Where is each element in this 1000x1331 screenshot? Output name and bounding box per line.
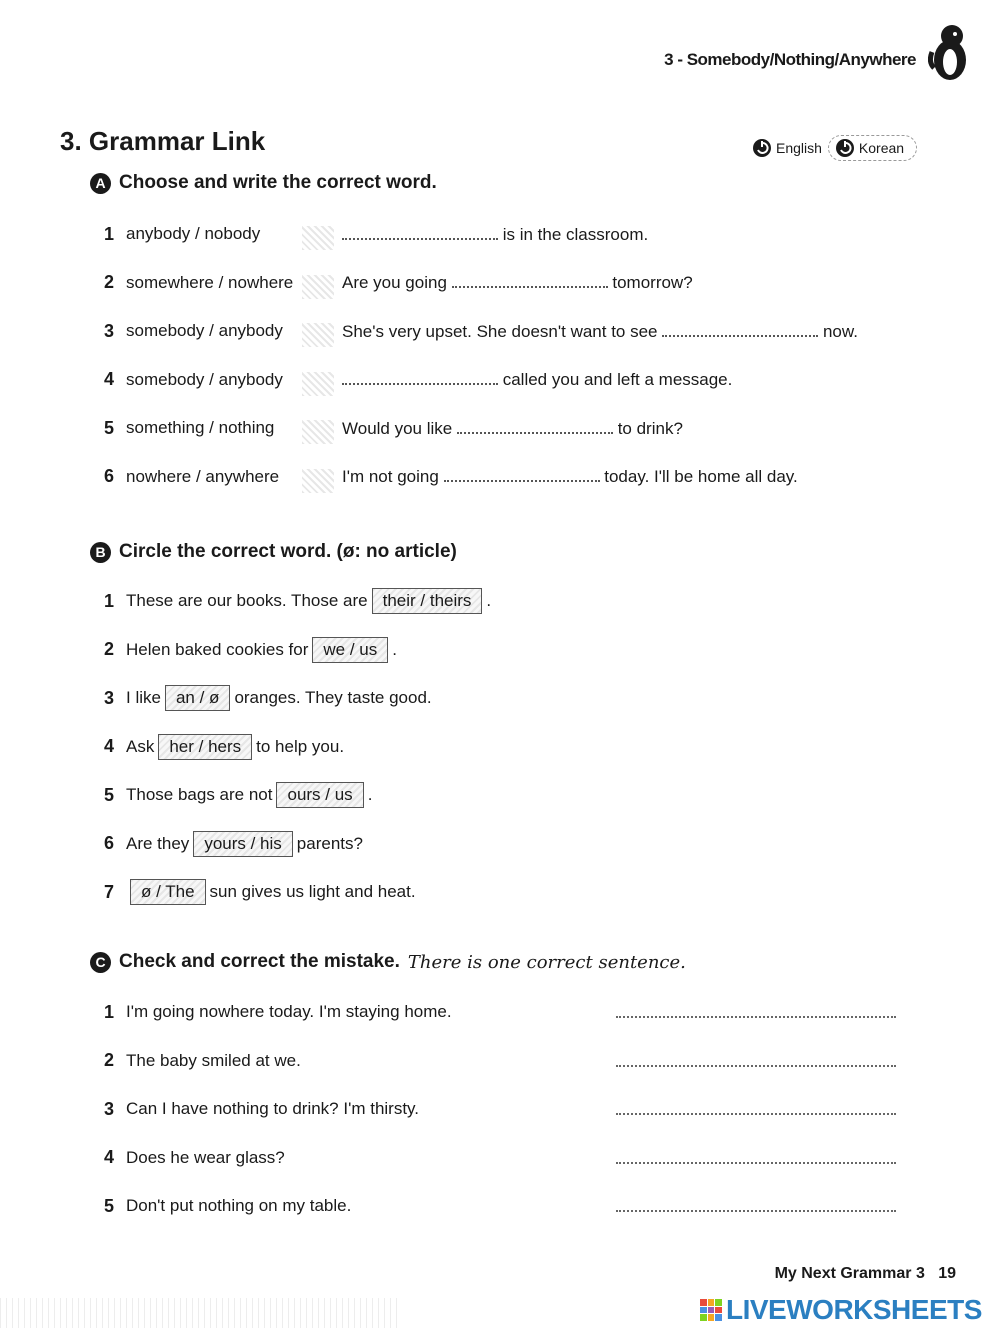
- sentence: is in the classroom.: [342, 224, 648, 245]
- choice-box[interactable]: yours / his: [193, 831, 292, 857]
- section-b-item: [104, 635, 491, 665]
- audio-english-icon: [752, 138, 772, 158]
- word-options: somewhere / nowhere: [126, 273, 342, 293]
- item-number: 3: [104, 320, 115, 341]
- section-c-item: [104, 1094, 452, 1124]
- word-options: something / nothing: [126, 418, 342, 438]
- answer-blank[interactable]: [452, 272, 608, 288]
- lang-english-label: English: [776, 140, 822, 156]
- item-number: 4: [104, 1147, 115, 1167]
- sentence: Don't put nothing on my table.: [126, 1196, 352, 1215]
- option-1: somewhere: [126, 272, 214, 292]
- sentence-pre: Ask: [126, 736, 155, 756]
- section-a-item: [104, 316, 858, 346]
- answer-blank[interactable]: [342, 224, 498, 240]
- section-a-item: [104, 365, 858, 395]
- sentence-post: .: [367, 785, 373, 804]
- sentence-pre: I like: [126, 688, 161, 707]
- sentence: I'm not going today. I'll be home all day.: [342, 467, 798, 486]
- choice-box[interactable]: her / hers: [158, 734, 252, 760]
- choice-box[interactable]: an / ø: [165, 685, 230, 711]
- sentence-post: parents?: [296, 833, 363, 853]
- item-number: 4: [104, 736, 115, 756]
- answer-blank[interactable]: [662, 321, 818, 337]
- section-c-item: [104, 1046, 452, 1076]
- choice-box[interactable]: we / us: [312, 637, 388, 663]
- choice-box[interactable]: ours / us: [276, 782, 363, 808]
- section-c-list: [104, 997, 452, 1221]
- correction-line[interactable]: [616, 1065, 896, 1067]
- sentence-pre: These are our books. Those are: [126, 591, 368, 610]
- correction-line[interactable]: [616, 1210, 896, 1212]
- item-number: 5: [104, 784, 115, 805]
- section-a-list: [104, 219, 858, 492]
- sentence-pre: Are they: [126, 833, 190, 853]
- scan-noise: [0, 1298, 400, 1328]
- lang-korean-option[interactable]: [828, 135, 917, 161]
- section-b-list: [104, 586, 491, 907]
- item-number: 3: [104, 687, 115, 708]
- section-b-item: [104, 732, 491, 762]
- section-b-title: Circle the correct word. (ø: no article): [119, 541, 457, 562]
- item-number: 2: [104, 272, 115, 292]
- section-b-item: [104, 829, 491, 859]
- item-number: 6: [104, 466, 115, 486]
- section-c-item: [104, 1143, 452, 1173]
- liveworksheets-watermark: [700, 1294, 982, 1326]
- option-2: anywhere: [205, 466, 280, 486]
- section-b-item: [104, 780, 491, 810]
- lang-english-option[interactable]: [752, 138, 822, 158]
- language-toggle: [752, 134, 917, 162]
- section-a-title: Choose and write the correct word.: [119, 172, 437, 193]
- item-number: 5: [104, 417, 115, 438]
- section-c-item: [104, 997, 452, 1027]
- section-c-item: [104, 1191, 452, 1221]
- sentence: Would you like to drink?: [342, 418, 683, 438]
- word-options: somebody / anybody: [126, 370, 342, 390]
- item-number: 2: [104, 1050, 115, 1070]
- liveworksheets-logo-icon: [700, 1299, 722, 1321]
- item-number: 1: [104, 1001, 115, 1022]
- item-number: 1: [104, 223, 115, 244]
- item-number: 5: [104, 1195, 115, 1216]
- choice-box[interactable]: their / theirs: [372, 588, 483, 614]
- word-options: somebody / anybody: [126, 321, 342, 341]
- section-a-badge: A: [90, 173, 111, 194]
- sentence: She's very upset. She doesn't want to see now.: [342, 321, 858, 341]
- option-2: nothing: [218, 418, 275, 437]
- section-a-item: [104, 462, 858, 492]
- book-title: My Next Grammar 3: [774, 1265, 925, 1282]
- item-number: 1: [104, 590, 115, 611]
- answer-blank[interactable]: [457, 418, 613, 434]
- section-c-heading: [90, 951, 686, 973]
- section-b-item: [104, 586, 491, 616]
- audio-korean-icon: [835, 138, 855, 158]
- option-2: anybody: [218, 321, 283, 340]
- section-b-heading: [90, 541, 457, 563]
- section-a-heading: [90, 172, 437, 194]
- page-footer: [775, 1265, 956, 1283]
- sentence: Does he wear glass?: [126, 1147, 285, 1167]
- sentence-pre: Those bags are not: [126, 785, 273, 804]
- section-c-title: Check and correct the mistake.: [119, 951, 400, 972]
- sentence: The baby smiled at we.: [126, 1050, 301, 1070]
- section-b-item: [104, 877, 491, 907]
- section-b-badge: B: [90, 542, 111, 563]
- item-number: 7: [104, 881, 115, 902]
- penguin-mascot-icon: [928, 22, 970, 82]
- sentence-post: to help you.: [256, 736, 345, 756]
- sentence: Can I have nothing to drink? I'm thirsty.: [126, 1099, 420, 1118]
- section-a-item: [104, 413, 858, 443]
- section-a-item: [104, 219, 858, 249]
- option-1: anybody: [126, 224, 191, 243]
- sentence-post: oranges. They taste good.: [234, 688, 432, 707]
- option-1: nowhere: [126, 466, 192, 486]
- item-number: 4: [104, 369, 115, 389]
- item-number: 6: [104, 833, 115, 853]
- correction-line[interactable]: [616, 1113, 896, 1115]
- answer-blank[interactable]: [342, 369, 498, 385]
- sentence-post: sun gives us light and heat.: [209, 882, 416, 901]
- sentence: Are you going tomorrow?: [342, 273, 693, 292]
- option-1: somebody: [126, 321, 205, 340]
- option-2: nowhere: [228, 272, 294, 292]
- page-title: 3. Grammar Link: [60, 126, 266, 156]
- word-options: anybody / nobody: [126, 224, 342, 244]
- option-2: anybody: [218, 369, 283, 389]
- option-2: nobody: [204, 224, 261, 243]
- option-1: something: [126, 418, 205, 437]
- option-1: somebody: [126, 369, 205, 389]
- correction-line[interactable]: [616, 1016, 896, 1018]
- answer-blank[interactable]: [444, 466, 600, 482]
- page-number: 19: [938, 1265, 956, 1282]
- section-c-note: There is one correct sentence.: [407, 951, 686, 973]
- word-options: nowhere / anywhere: [126, 467, 342, 487]
- section-a-item: [104, 268, 858, 298]
- correction-line[interactable]: [616, 1162, 896, 1164]
- section-b-item: [104, 683, 491, 713]
- choice-box[interactable]: ø / The: [130, 879, 206, 905]
- item-number: 3: [104, 1098, 115, 1119]
- chapter-label: 3 - Somebody/Nothing/Anywhere: [664, 50, 916, 69]
- sentence-pre: Helen baked cookies for: [126, 639, 309, 659]
- lang-korean-label: Korean: [858, 140, 905, 156]
- sentence: I'm going nowhere today. I'm staying home.: [126, 1002, 452, 1021]
- item-number: 2: [104, 639, 115, 659]
- section-c-badge: C: [90, 952, 111, 973]
- sentence-post: .: [486, 591, 492, 610]
- sentence: called you and left a message.: [342, 369, 732, 390]
- watermark-text: LIVEWORKSHEETS: [726, 1294, 982, 1325]
- sentence-post: .: [392, 639, 397, 659]
